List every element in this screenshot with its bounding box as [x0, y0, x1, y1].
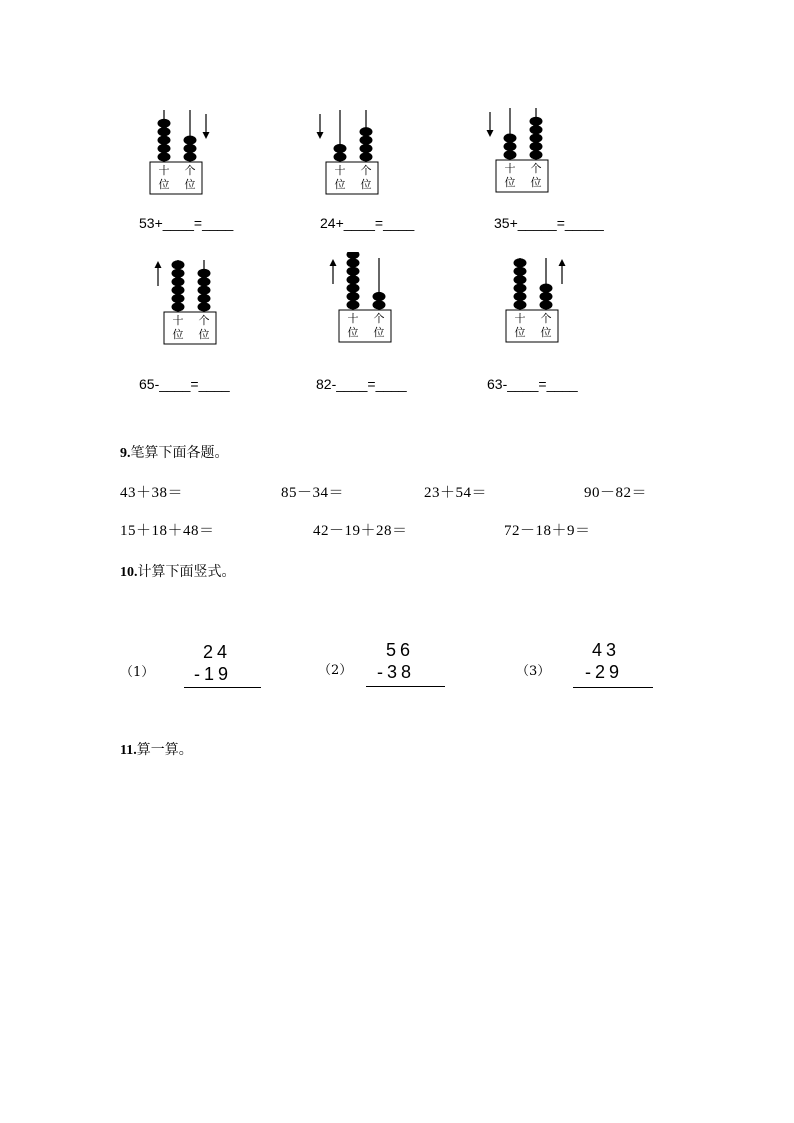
abacus-ones-label: 个: [184, 164, 196, 177]
abacus-bead: [373, 300, 386, 309]
abacus-tens-label: 位: [514, 326, 526, 339]
answer-blank[interactable]: ____: [159, 376, 191, 392]
calc-problem: 90－82＝: [584, 485, 648, 501]
abacus-tens-label: 位: [158, 178, 170, 191]
equation-left: 82-: [316, 376, 337, 392]
abacus-bead: [158, 144, 171, 153]
abacus-bead: [184, 152, 197, 161]
arrow-down-icon: [317, 114, 324, 139]
abacus-bead: [504, 150, 517, 159]
arrow-up-icon: [155, 261, 162, 286]
abacus-bead: [540, 284, 553, 293]
equals-sign: =: [556, 215, 565, 231]
abacus-equation: [320, 215, 414, 231]
arrow-up-icon: [330, 259, 337, 284]
abacus-bead: [347, 284, 360, 293]
calc-problem: 72－18＋9＝: [504, 523, 591, 539]
abacus-equation: [139, 215, 233, 231]
answer-blank[interactable]: ____: [546, 376, 578, 392]
abacus-bead: [172, 260, 185, 269]
abacus-bead: [347, 258, 360, 267]
abacus-bead: [360, 127, 373, 136]
calc-problem: 15＋18＋48＝: [120, 523, 215, 539]
abacus-bead: [198, 286, 211, 295]
abacus-figure: [325, 252, 405, 344]
vertical-calc-bottom: -29: [585, 662, 624, 682]
calc-problem: 85－34＝: [281, 485, 345, 501]
answer-blank[interactable]: ____: [507, 376, 539, 392]
abacus-tens-label: 位: [334, 178, 346, 191]
abacus-svg: [482, 102, 562, 194]
abacus-bead: [540, 292, 553, 301]
abacus-equation: [139, 376, 230, 392]
abacus-ones-label: 个: [360, 164, 372, 177]
abacus-equation: [494, 215, 604, 231]
abacus-bead: [347, 267, 360, 276]
calc-problem: 42－19＋28＝: [313, 523, 408, 539]
equals-sign: =: [190, 376, 199, 392]
abacus-svg: [492, 252, 572, 344]
abacus-tens-label: 十: [158, 164, 170, 177]
abacus-bead: [158, 136, 171, 145]
calc-problem: 23＋54＝: [424, 485, 488, 501]
question-number: 10.: [120, 565, 138, 580]
abacus-bead: [334, 144, 347, 153]
abacus-bead: [530, 134, 543, 143]
abacus-bead: [360, 152, 373, 161]
equals-sign: =: [374, 215, 384, 231]
abacus-bead: [504, 134, 517, 143]
question-number: 11.: [120, 743, 137, 758]
abacus-bead: [347, 275, 360, 284]
abacus-ones-label: 个: [540, 312, 552, 325]
answer-blank[interactable]: ____: [343, 215, 375, 231]
abacus-bead: [347, 292, 360, 301]
answer-blank[interactable]: ____: [202, 215, 234, 231]
question-10-heading: [120, 561, 236, 581]
abacus-ones-label: 位: [198, 328, 210, 341]
abacus-tens-label: 十: [514, 312, 526, 325]
equals-sign: =: [538, 376, 547, 392]
abacus-bead: [158, 127, 171, 136]
abacus-figure: [150, 254, 230, 346]
abacus-bead: [514, 292, 527, 301]
abacus-bead: [198, 302, 211, 311]
abacus-ones-label: 位: [540, 326, 552, 339]
abacus-tens-label: 位: [172, 328, 184, 341]
abacus-bead: [514, 284, 527, 293]
abacus-bead: [514, 300, 527, 309]
abacus-bead: [172, 294, 185, 303]
abacus-bead: [530, 150, 543, 159]
equation-left: 35+: [494, 215, 518, 231]
abacus-bead: [184, 144, 197, 153]
vertical-calc-top: 43: [592, 640, 621, 660]
answer-blank[interactable]: ____: [162, 215, 194, 231]
answer-blank[interactable]: ____: [383, 215, 415, 231]
vertical-calc-top: 24: [203, 642, 232, 662]
abacus-bead: [347, 252, 360, 259]
abacus-tens-label: 位: [347, 326, 359, 339]
abacus-tens-label: 十: [347, 312, 359, 325]
abacus-svg: [136, 104, 216, 196]
answer-blank[interactable]: _____: [517, 215, 557, 231]
abacus-bead: [530, 117, 543, 126]
question-9-heading: [120, 442, 229, 462]
abacus-ones-label: 位: [360, 178, 372, 191]
question-number: 9.: [120, 446, 131, 461]
question-title: 算一算。: [136, 742, 193, 758]
equation-left: 65-: [139, 376, 160, 392]
abacus-svg: [312, 104, 392, 196]
abacus-ones-label: 位: [373, 326, 385, 339]
arrow-down-icon: [487, 112, 494, 137]
abacus-bead: [198, 277, 211, 286]
abacus-figure: [136, 104, 216, 196]
abacus-equation: [316, 376, 407, 392]
abacus-bead: [334, 152, 347, 161]
abacus-bead: [172, 277, 185, 286]
abacus-bead: [172, 302, 185, 311]
answer-blank[interactable]: ____: [336, 376, 368, 392]
question-title: 笔算下面各题。: [130, 445, 229, 461]
abacus-tens-label: 十: [172, 314, 184, 327]
abacus-bead: [373, 292, 386, 301]
question-11-heading: [120, 739, 193, 759]
abacus-figure: [492, 252, 572, 344]
abacus-figure: [312, 104, 392, 196]
abacus-ones-label: 个: [530, 162, 542, 175]
abacus-bead: [514, 275, 527, 284]
answer-blank[interactable]: ____: [198, 376, 230, 392]
abacus-bead: [530, 142, 543, 151]
arrow-down-icon: [203, 114, 210, 139]
abacus-bead: [172, 269, 185, 278]
equation-left: 53+: [139, 215, 163, 231]
abacus-ones-label: 个: [373, 312, 385, 325]
answer-blank[interactable]: _____: [564, 215, 604, 231]
vertical-calc-bottom: -38: [377, 662, 416, 682]
abacus-tens-label: 十: [334, 164, 346, 177]
vertical-calc-label: （1）: [120, 665, 155, 680]
abacus-svg: [150, 254, 230, 346]
vertical-calc-label: （2）: [318, 663, 353, 678]
abacus-bead: [198, 269, 211, 278]
abacus-bead: [504, 142, 517, 151]
calc-problem: 43＋38＝: [120, 485, 184, 501]
abacus-ones-label: 位: [184, 178, 196, 191]
abacus-equation: [487, 376, 578, 392]
abacus-bead: [540, 300, 553, 309]
answer-blank[interactable]: ____: [375, 376, 407, 392]
abacus-bead: [158, 152, 171, 161]
equals-sign: =: [367, 376, 376, 392]
question-title: 计算下面竖式。: [137, 564, 236, 580]
arrow-up-icon: [559, 259, 566, 284]
abacus-bead: [347, 300, 360, 309]
abacus-ones-label: 个: [198, 314, 210, 327]
vertical-calc-top: 56: [386, 640, 415, 660]
abacus-bead: [172, 286, 185, 295]
vertical-calc-line: [366, 686, 445, 687]
equals-sign: =: [193, 215, 203, 231]
abacus-bead: [198, 294, 211, 303]
abacus-tens-label: 十: [504, 162, 516, 175]
vertical-calc-line: [573, 687, 653, 688]
abacus-bead: [158, 119, 171, 128]
vertical-calc-label: （3）: [516, 664, 551, 679]
abacus-bead: [184, 136, 197, 145]
abacus-figure: [482, 102, 562, 194]
equation-left: 24+: [320, 215, 344, 231]
equation-left: 63-: [487, 376, 508, 392]
abacus-bead: [360, 136, 373, 145]
vertical-calc-bottom: -19: [194, 664, 233, 684]
abacus-ones-label: 位: [530, 176, 542, 189]
abacus-svg: [325, 252, 405, 344]
abacus-bead: [514, 267, 527, 276]
vertical-calc-line: [184, 687, 261, 688]
abacus-bead: [530, 125, 543, 134]
abacus-bead: [514, 258, 527, 267]
abacus-tens-label: 位: [504, 176, 516, 189]
abacus-bead: [360, 144, 373, 153]
